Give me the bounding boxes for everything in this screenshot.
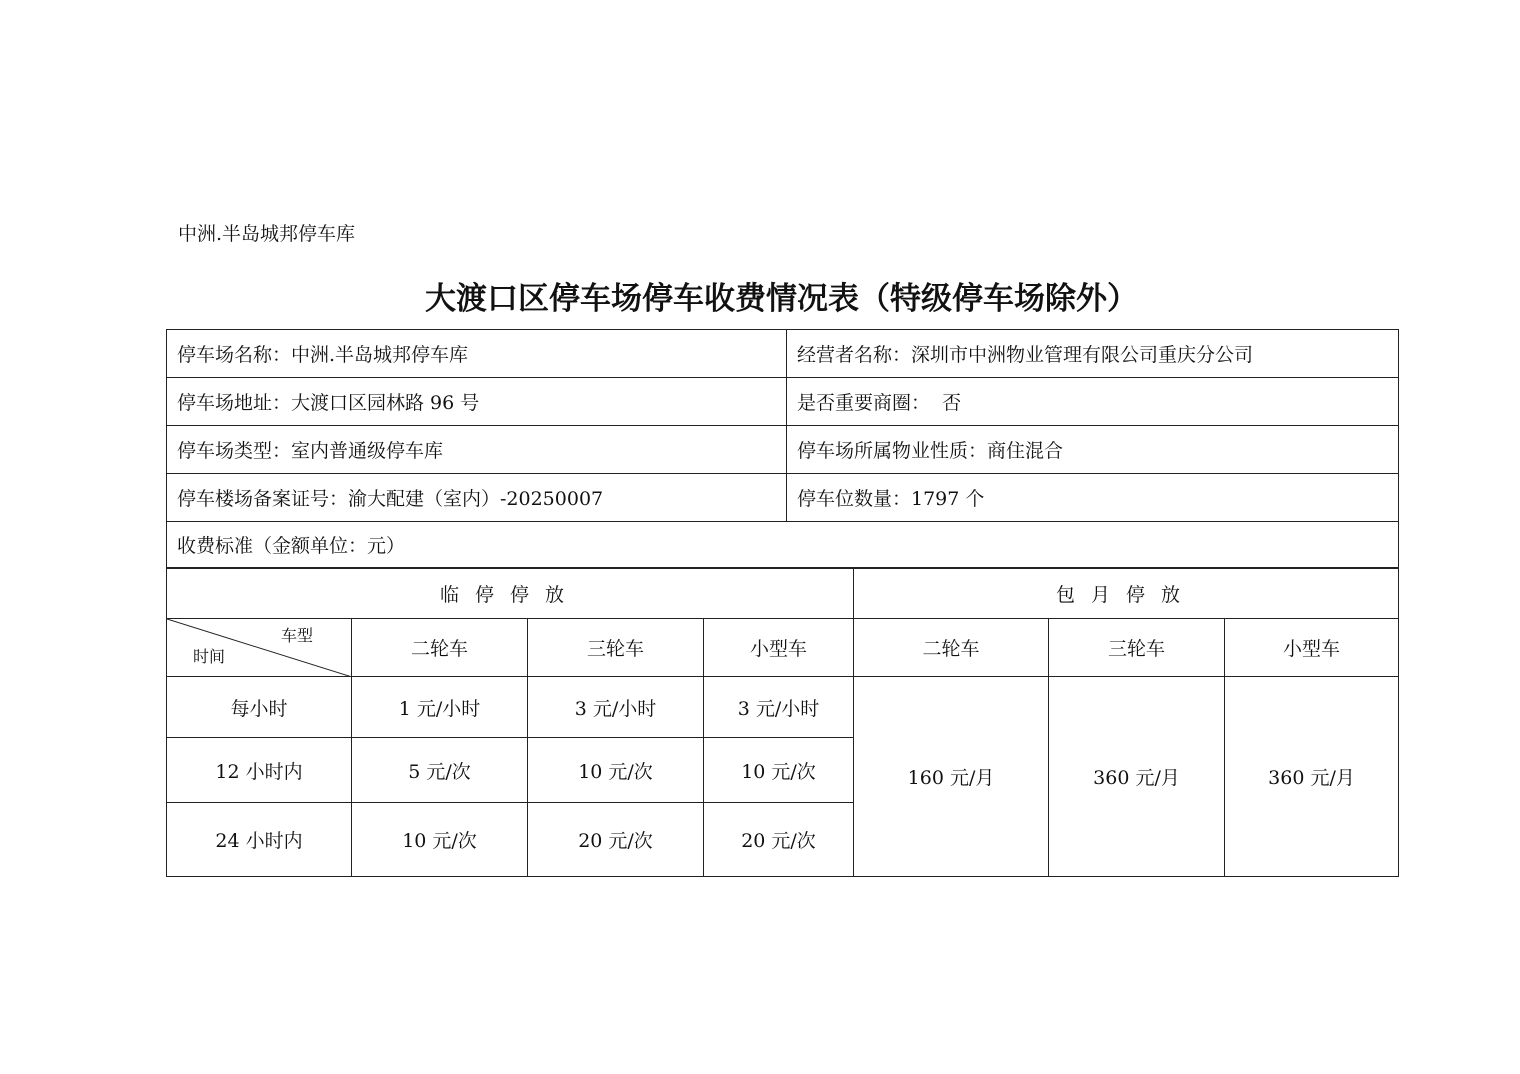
time-period: 每小时 (167, 677, 352, 738)
vehicle-type-header-row (167, 619, 1399, 677)
info-row (167, 426, 1399, 474)
fee-value: 5 元/次 (352, 738, 528, 803)
time-period: 12 小时内 (167, 738, 352, 803)
parking-type: 停车场类型：室内普通级停车库 (167, 426, 787, 474)
fee-value: 1 元/小时 (352, 677, 528, 738)
fee-table (166, 568, 1399, 877)
diagonal-corner-cell (167, 619, 352, 677)
fee-value: 10 元/次 (704, 738, 854, 803)
parking-info-table (166, 329, 1399, 568)
fee-value: 3 元/小时 (528, 677, 704, 738)
operator-name: 经营者名称：深圳市中洲物业管理有限公司重庆分公司 (787, 330, 1399, 378)
fee-value: 10 元/次 (528, 738, 704, 803)
monthly-parking-label: 包月停放 (1056, 584, 1197, 606)
info-row (167, 330, 1399, 378)
info-row (167, 474, 1399, 522)
parking-spaces: 停车位数量：1797 个 (787, 474, 1399, 522)
header-note: 中洲.半岛城邦停车库 (178, 223, 356, 245)
monthly-fee-value: 360 元/月 (1049, 677, 1225, 877)
monthly-fee-value: 160 元/月 (854, 677, 1049, 877)
fee-standard: 收费标准（金额单位：元） (167, 522, 1399, 568)
fee-value: 20 元/次 (704, 803, 854, 877)
filing-number: 停车楼场备案证号：渝大配建（室内）-20250007 (167, 474, 787, 522)
vehicle-type-header: 二轮车 (854, 619, 1049, 677)
vehicle-type-header: 三轮车 (1049, 619, 1225, 677)
time-period: 24 小时内 (167, 803, 352, 877)
monthly-parking-header (854, 569, 1399, 619)
parking-address: 停车场地址：大渡口区园林路 96 号 (167, 378, 787, 426)
corner-vehicle-label: 车型 (280, 626, 313, 645)
fee-value: 20 元/次 (528, 803, 704, 877)
vehicle-type-header: 小型车 (704, 619, 854, 677)
fee-value: 10 元/次 (352, 803, 528, 877)
document-title: 大渡口区停车场停车收费情况表（特级停车场除外） (425, 281, 1138, 317)
vehicle-type-header: 小型车 (1225, 619, 1399, 677)
info-row (167, 378, 1399, 426)
temporary-parking-header (167, 569, 854, 619)
corner-time-label: 时间 (193, 647, 226, 666)
info-row (167, 522, 1399, 568)
parking-name: 停车场名称：中洲.半岛城邦停车库 (167, 330, 787, 378)
vehicle-type-header: 三轮车 (528, 619, 704, 677)
fee-group-header-row (167, 569, 1399, 619)
vehicle-type-header: 二轮车 (352, 619, 528, 677)
temporary-parking-label: 临停停放 (440, 584, 581, 606)
fee-value: 3 元/小时 (704, 677, 854, 738)
property-nature: 停车场所属物业性质：商住混合 (787, 426, 1399, 474)
fee-row (167, 677, 1399, 738)
monthly-fee-value: 360 元/月 (1225, 677, 1399, 877)
key-business-area: 是否重要商圈： 否 (787, 378, 1399, 426)
